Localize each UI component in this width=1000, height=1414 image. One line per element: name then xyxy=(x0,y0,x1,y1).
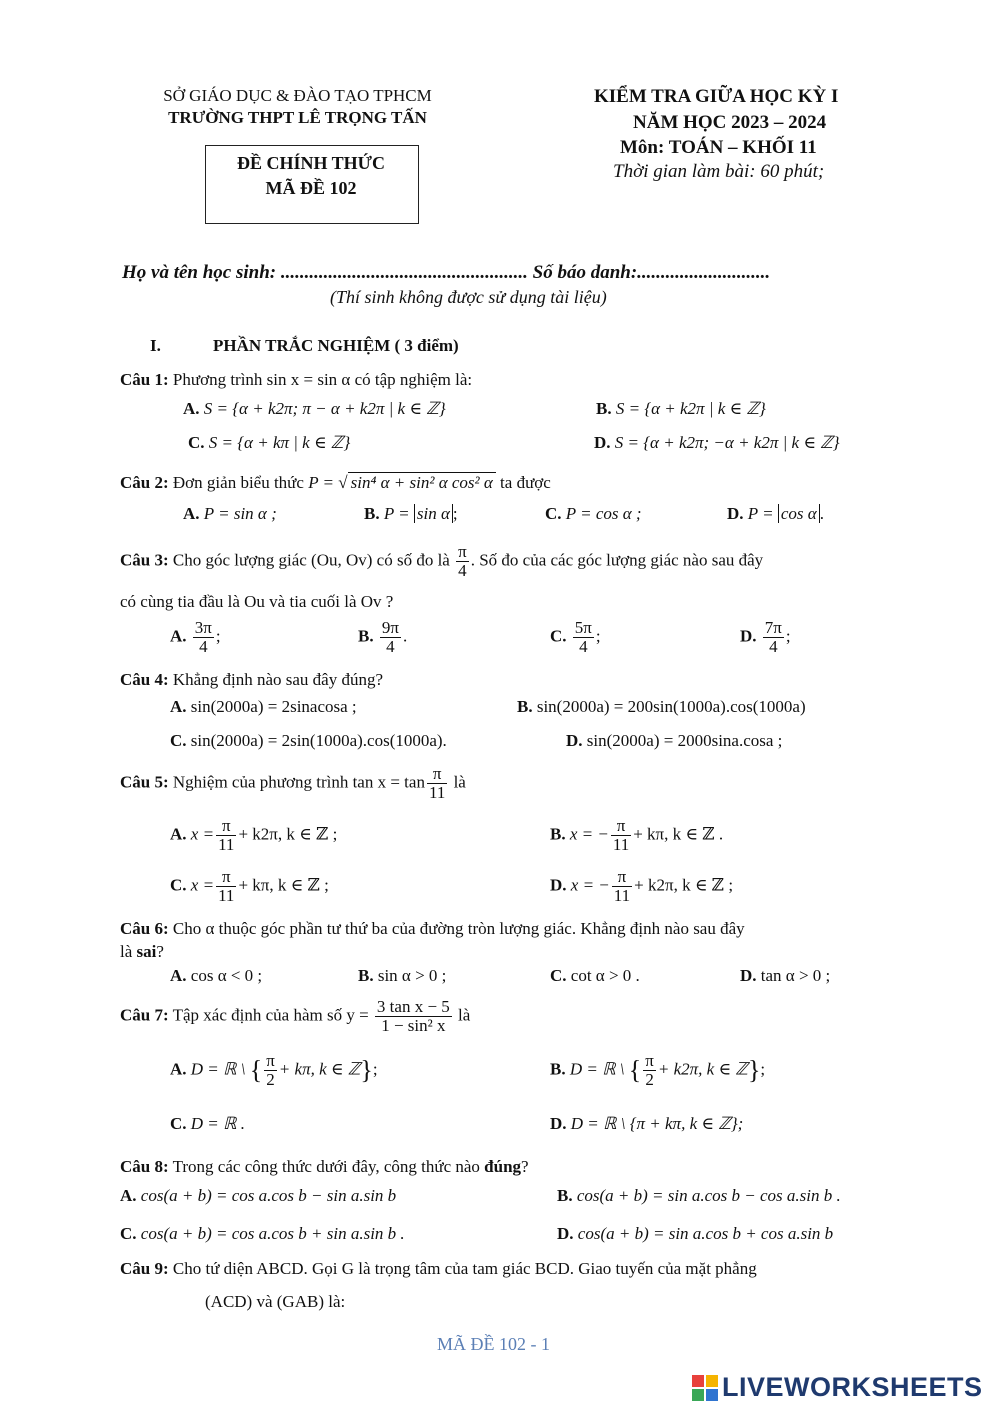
q8-option-a[interactable]: A. cos(a + b) = cos a.cos b − sin a.sin b xyxy=(120,1186,397,1205)
q2-option-a[interactable]: A. P = sin α ; xyxy=(183,504,277,523)
header-dept: SỞ GIÁO DỤC & ĐÀO TẠO TPHCM xyxy=(163,86,432,105)
exam-time: Thời gian làm bài: 60 phút; xyxy=(613,161,825,182)
exam-title: KIỂM TRA GIỮA HỌC KỲ I xyxy=(594,86,839,107)
q5-option-c[interactable]: C. x = $\frac{\pi}{11}$ + kπ, k ∈ ℤ ; xyxy=(170,867,329,905)
section-title: PHẦN TRẮC NGHIỆM ( 3 điểm) xyxy=(213,336,459,355)
left-brace-icon: { xyxy=(249,1055,263,1085)
sqrt-icon: √ xyxy=(338,473,348,492)
q1-option-d[interactable]: D. S = {α + k2π; −α + k2π | k ∈ ℤ} xyxy=(594,433,840,452)
right-brace-icon: } xyxy=(747,1055,761,1085)
q8-stem: Câu 8: Trong các công thức dưới đây, công thức nào đúng? xyxy=(120,1157,529,1176)
exam-subject: Môn: TOÁN – KHỐI 11 xyxy=(620,137,817,158)
right-brace-icon: } xyxy=(360,1055,373,1085)
q1-option-c[interactable]: C. S = {α + kπ | k ∈ ℤ} xyxy=(188,433,351,452)
q6-option-b[interactable]: B. sin α > 0 ; xyxy=(358,966,447,985)
q3-option-b[interactable]: B. $\frac{9\pi}{4}$ . xyxy=(358,618,408,656)
q4-option-a[interactable]: A. sin(2000a) = 2sinacosa ; xyxy=(170,697,357,716)
q7-option-a[interactable]: A. D = ℝ \ { $\frac{\pi}{2}$ + kπ, k ∈ ℤ}; xyxy=(170,1051,378,1089)
q6-option-d[interactable]: D. tan α > 0 ; xyxy=(740,966,831,985)
exam-note: (Thí sinh không được sử dụng tài liệu) xyxy=(330,287,607,307)
q8-option-b[interactable]: B. cos(a + b) = sin a.cos b − cos a.sin b . xyxy=(557,1186,841,1205)
q7-option-d[interactable]: D. D = ℝ \ {π + kπ, k ∈ ℤ}; xyxy=(550,1114,744,1133)
q8-option-c[interactable]: C. cos(a + b) = cos a.cos b + sin a.sin b . xyxy=(120,1224,405,1243)
q7-stem: Câu 7: Tập xác định của hàm số y = $\frac{\text{3 tan x − 5}}{\text{1 − sin² x}}$ là xyxy=(120,997,471,1035)
liveworksheets-watermark xyxy=(692,1372,983,1403)
q3-stem-line2: có cùng tia đầu là Ou và tia cuối là Ov ? xyxy=(120,592,394,611)
q5-option-a[interactable]: A. x = $\frac{\pi}{11}$ + k2π, k ∈ ℤ ; xyxy=(170,816,338,854)
q1-option-b[interactable]: B. S = {α + k2π | k ∈ ℤ} xyxy=(596,399,766,418)
q4-option-d[interactable]: D. sin(2000a) = 2000sina.cosa ; xyxy=(566,731,783,750)
left-brace-icon: { xyxy=(628,1055,642,1085)
student-name-line: Họ và tên học sinh: .................................................... Số báo danh:............................ xyxy=(122,262,771,283)
exam-code: MÃ ĐỀ 102 xyxy=(265,178,357,198)
q4-stem: Câu 4: Khẳng định nào sau đây đúng? xyxy=(120,670,383,689)
q1-stem: Câu 1: Phương trình sin x = sin α có tập nghiệm là: xyxy=(120,370,473,389)
q8-option-d[interactable]: D. cos(a + b) = sin a.cos b + cos a.sin b xyxy=(557,1224,834,1243)
exam-year: NĂM HỌC 2023 – 2024 xyxy=(633,112,827,133)
q4-option-b[interactable]: B. sin(2000a) = 200sin(1000a).cos(1000a) xyxy=(517,697,806,716)
q3-option-c[interactable]: C. $\frac{5\pi}{4}$ ; xyxy=(550,618,601,656)
q2-stem: Câu 2: Đơn giản biểu thức P = √ sin⁴ α + sin² α cos² α ta được xyxy=(120,473,551,492)
official-label: ĐỀ CHÍNH THỨC xyxy=(236,153,386,173)
liveworksheets-brand: LIVEWORKSHEETS xyxy=(722,1372,983,1402)
page-footer: MÃ ĐỀ 102 - 1 xyxy=(437,1334,550,1354)
q5-stem: Câu 5: Nghiệm của phương trình tan x = tan $\frac{\pi}{11}$ là xyxy=(120,764,466,802)
q6-stem-line2: là sai? xyxy=(120,942,164,961)
q7-option-b[interactable]: B. D = ℝ \ { $\frac{\pi}{2}$ + k2π, k ∈ ℤ}; xyxy=(550,1051,766,1089)
q1-option-a[interactable]: A. S = {α + k2π; π − α + k2π | k ∈ ℤ} xyxy=(183,399,446,418)
q9-stem: Câu 9: Cho tứ diện ABCD. Gọi G là trọng tâm của tam giác BCD. Giao tuyến của mặt phẳng xyxy=(120,1259,757,1278)
section-number: I. xyxy=(150,336,161,355)
q3-option-d[interactable]: D. $\frac{7\pi}{4}$ ; xyxy=(740,618,791,656)
q6-stem: Câu 6: Cho α thuộc góc phần tư thứ ba của đường tròn lượng giác. Khẳng định nào sau đây xyxy=(120,919,745,938)
q2-option-d[interactable]: D. P = cos α . xyxy=(727,504,824,523)
q7-option-c[interactable]: C. D = ℝ . xyxy=(170,1114,245,1133)
q6-option-c[interactable]: C. cot α > 0 . xyxy=(550,966,640,985)
liveworksheets-logo-icon xyxy=(692,1375,718,1401)
q9-stem-line2: (ACD) và (GAB) là: xyxy=(205,1292,346,1311)
q5-option-d[interactable]: D. x = − $\frac{\pi}{11}$ + k2π, k ∈ ℤ ; xyxy=(550,867,734,905)
q3-stem: Câu 3: Cho góc lượng giác (Ou, Ov) có số đo là $\frac{\pi}{4}$ . Số đo của các góc lượng giác nào sau đây xyxy=(120,542,764,580)
q6-option-a[interactable]: A. cos α < 0 ; xyxy=(170,966,263,985)
q5-option-b[interactable]: B. x = − $\frac{\pi}{11}$ + kπ, k ∈ ℤ . xyxy=(550,816,724,854)
header-school: TRƯỜNG THPT LÊ TRỌNG TẤN xyxy=(168,108,427,127)
q2-option-b[interactable]: B. P = sin α ; xyxy=(364,504,458,523)
q3-option-a[interactable]: A. $\frac{3\pi}{4}$ ; xyxy=(170,618,221,656)
q2-option-c[interactable]: C. P = cos α ; xyxy=(545,504,642,523)
q4-option-c[interactable]: C. sin(2000a) = 2sin(1000a).cos(1000a). xyxy=(170,731,447,750)
